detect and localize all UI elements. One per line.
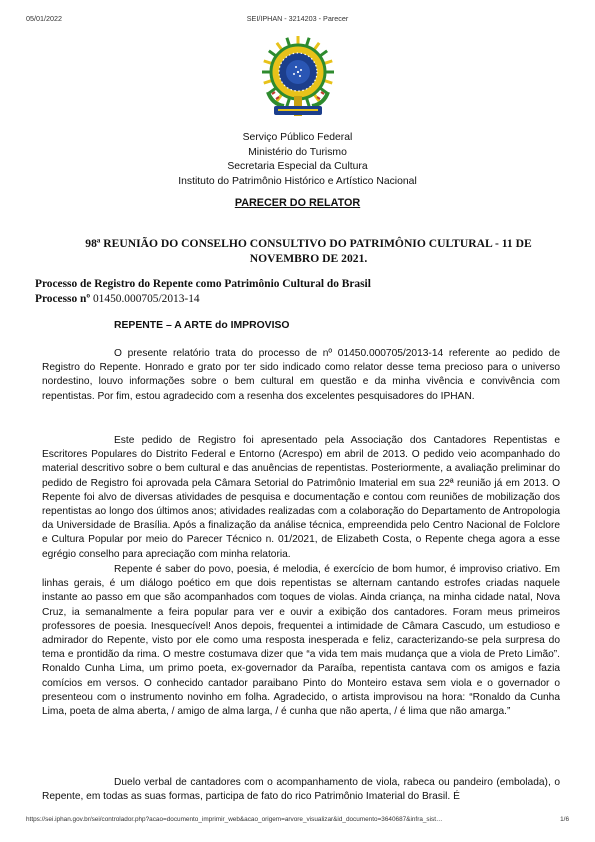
institution-line: Secretaria Especial da Cultura xyxy=(227,161,368,173)
document-title: PARECER DO RELATOR xyxy=(234,197,361,209)
print-url: https://sei.iphan.gov.br/sei/controlador.php?acao=documento_imprimir_web&acao_origem=arvore_visualizar&id_documento=3640687&infra_sist… xyxy=(26,816,443,823)
paragraph-text: Duelo verbal de cantadores com o acompanhamento de viola, rabeca ou pandeiro (embolada), o Repente, em todas as suas formas, participa de fato do rico Patrimônio Imaterial do Brasil. É xyxy=(42,777,560,803)
process-block xyxy=(35,277,555,306)
institution-line: Serviço Público Federal xyxy=(242,132,353,143)
meeting-heading: 98ª REUNIÃO DO CONSELHO CONSULTIVO DO PATRIMÔNIO CULTURAL - 11 DE NOVEMBRO DE 2021. xyxy=(85,237,532,265)
paragraph-text: O presente relatório trata do processo de nº 01450.000705/2013-14 referente ao pedido de Registro do Repente. Honrado e grato por ter sido indicado como relator desse tema precioso para o universo nordestino, louvo informações sobre o bem cultural em questão e da minha vivência e convivência com repentistas. Por fim, estou agradecido com a resenha dos excelentes pesquisadores do IPHAN. xyxy=(42,348,560,402)
paragraph-text: Repente é saber do povo, poesia, é melodia, é exercício de bom humor, é improviso criativo. Em linhas gerais, é um diálogo poético em que dois repentistas se alternam cantando estrofes criadas naquele instante ao passo em que são acompanhados com toques de violas. Ainda criança, na minha cidade natal, Nova Cruz, ia semanalmente a feira popular para ver e ouvir a exibição dos cantadores. Foram meus primeiros professores de poesia. Inesquecível! Anos depois, frequentei a intimidade de Câmara Cascudo, um estudioso e admirador do Repente, visto por ele como uma resposta inesperada e feliz, caracterizando-se pela surpresa do tema e prontidão da rima. O mestre costumava dizer que “a vida tem mais mudança que a viola de Preto Limão”. Ronaldo Cunha Lima, um primo poeta, ex-governador da Paraíba, repentista cantava com os amigos e fazia comícios em versos. O conhecido cantador paraibano Pinto do Monteiro estava sem viola e o governador o presenteou com o instrumento novinho em folha. Agradecido, o artista improvisou na hora: “Ronaldo da Cunha Lima, poeta de alma aberta, / amigo de alma larga, / é cunha que não aperta, / é lima que não amarga.” xyxy=(42,564,560,718)
institution-block xyxy=(0,131,595,189)
institution-line: Instituto do Patrimônio Histórico e Artístico Nacional xyxy=(178,175,417,187)
body-paragraph-4 xyxy=(42,776,560,804)
process-number-line xyxy=(35,292,555,307)
section-title: REPENTE – A ARTE do IMPROVISO xyxy=(114,320,290,331)
paragraph-text: Este pedido de Registro foi apresentado pela Associação dos Cantadores Repentistas e Escritores Populares do Distrito Federal e Entorno (Acrespo) em abril de 2013. O pedido veio acompanhado do material descritivo sobre o bem cultural e das anuências de repentistas. Posteriormente, a avaliação preliminar do pedido de Registro foi aprovada pela Câmara Setorial do Patrimônio Imaterial em sua 22ª reunião já em 2013. O Repente foi alvo de diversas atividades de pesquisa e documentação e contou com reuniões de mobilização dos repentistas ao longo dos últimos anos; atividades realizadas com a colaboração do Departamento de Antropologia da Universidade de Brasília. Após a finalização da análise técnica, empreendida pelo Centro Nacional de Folclore e Cultura Popular por meio do Parecer Técnico n. 01/2021, de Elizabeth Costa, o Repente chega agora a esse egrégio conselho para apreciação com minha relatoria. xyxy=(42,435,560,560)
process-number-label: Processo nº xyxy=(35,292,91,305)
process-number-value: 01450.000705/2013-14 xyxy=(92,292,200,305)
page-number: 1/6 xyxy=(560,816,569,823)
institution-line: Ministério do Turismo xyxy=(248,146,347,158)
print-header xyxy=(26,14,569,24)
process-title: Processo de Registro do Repente como Patrimônio Cultural do Brasil xyxy=(35,278,371,290)
body-paragraph-3 xyxy=(42,563,560,719)
body-paragraph-1 xyxy=(42,347,560,404)
print-footer xyxy=(26,816,569,826)
body-paragraph-2 xyxy=(42,434,560,562)
print-doc-ref: SEI/IPHAN - 3214203 - Parecer xyxy=(246,14,349,23)
print-date: 05/01/2022 xyxy=(26,14,62,23)
coat-of-arms-emblem xyxy=(258,34,338,124)
coat-of-arms-icon xyxy=(258,34,338,124)
